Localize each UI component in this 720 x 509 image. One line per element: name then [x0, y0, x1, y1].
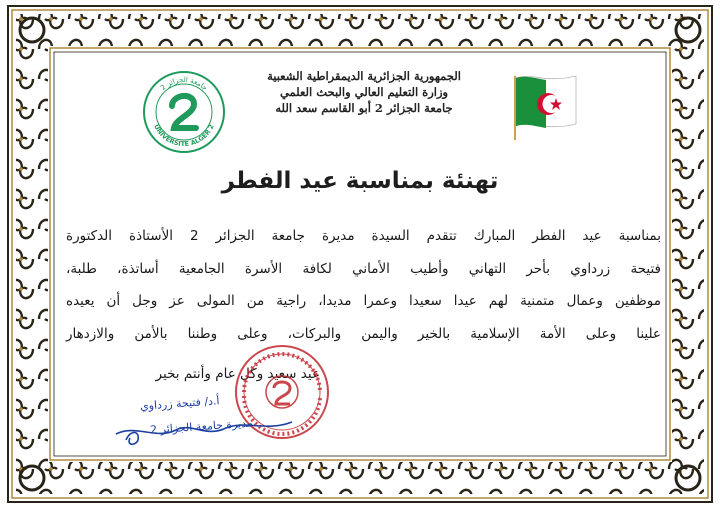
body-line: موظفين وعمال متمنية لهم عيدا سعيدا وعمرا مديدا، راجية من المولى عز وجل أن يعيده: [66, 293, 661, 309]
body-line: علينا وعلى الأمة الإسلامية بالخير واليمن والبركات، وعلى وطننا بالأمن والازدهار: [66, 325, 661, 342]
university-logo: [142, 70, 226, 154]
signatory-title: مديرة جامعة الجزائر 2: [149, 416, 254, 437]
body-line: بمناسبة عيد الفطر المبارك تتقدم السيدة مديرة جامعة الجزائر 2 الأستاذة الدكتورة: [66, 228, 661, 244]
logo-latin-text: UNIVERSITE ALGER 2: [152, 122, 216, 149]
ministry-name: وزارة التعليم العالي والبحث العلمي: [279, 85, 449, 99]
logo-arabic-text: جامعة الجزائر 2: [159, 75, 209, 93]
letterhead: [250, 68, 478, 116]
document-title: تهنئة بمناسبة عيد الفطر: [221, 168, 499, 194]
algerian-flag: [512, 70, 580, 140]
republic-name: الجمهورية الجزائرية الديمقراطية الشعبية: [267, 69, 461, 83]
body-line: فتيحة زرداوي بأحر التهاني وأطيب الأماني لكافة الأسرة الجامعية أساتذة، طلبة،: [66, 260, 661, 277]
university-name: جامعة الجزائر 2 أبو القاسم سعد الله: [275, 101, 453, 115]
closing-wish: عيد سعيد وكل عام وأنتم بخير: [155, 366, 320, 382]
signatory-name: أ.د/ فتيحة زرداوي: [139, 394, 220, 413]
greeting-body: [66, 220, 661, 350]
